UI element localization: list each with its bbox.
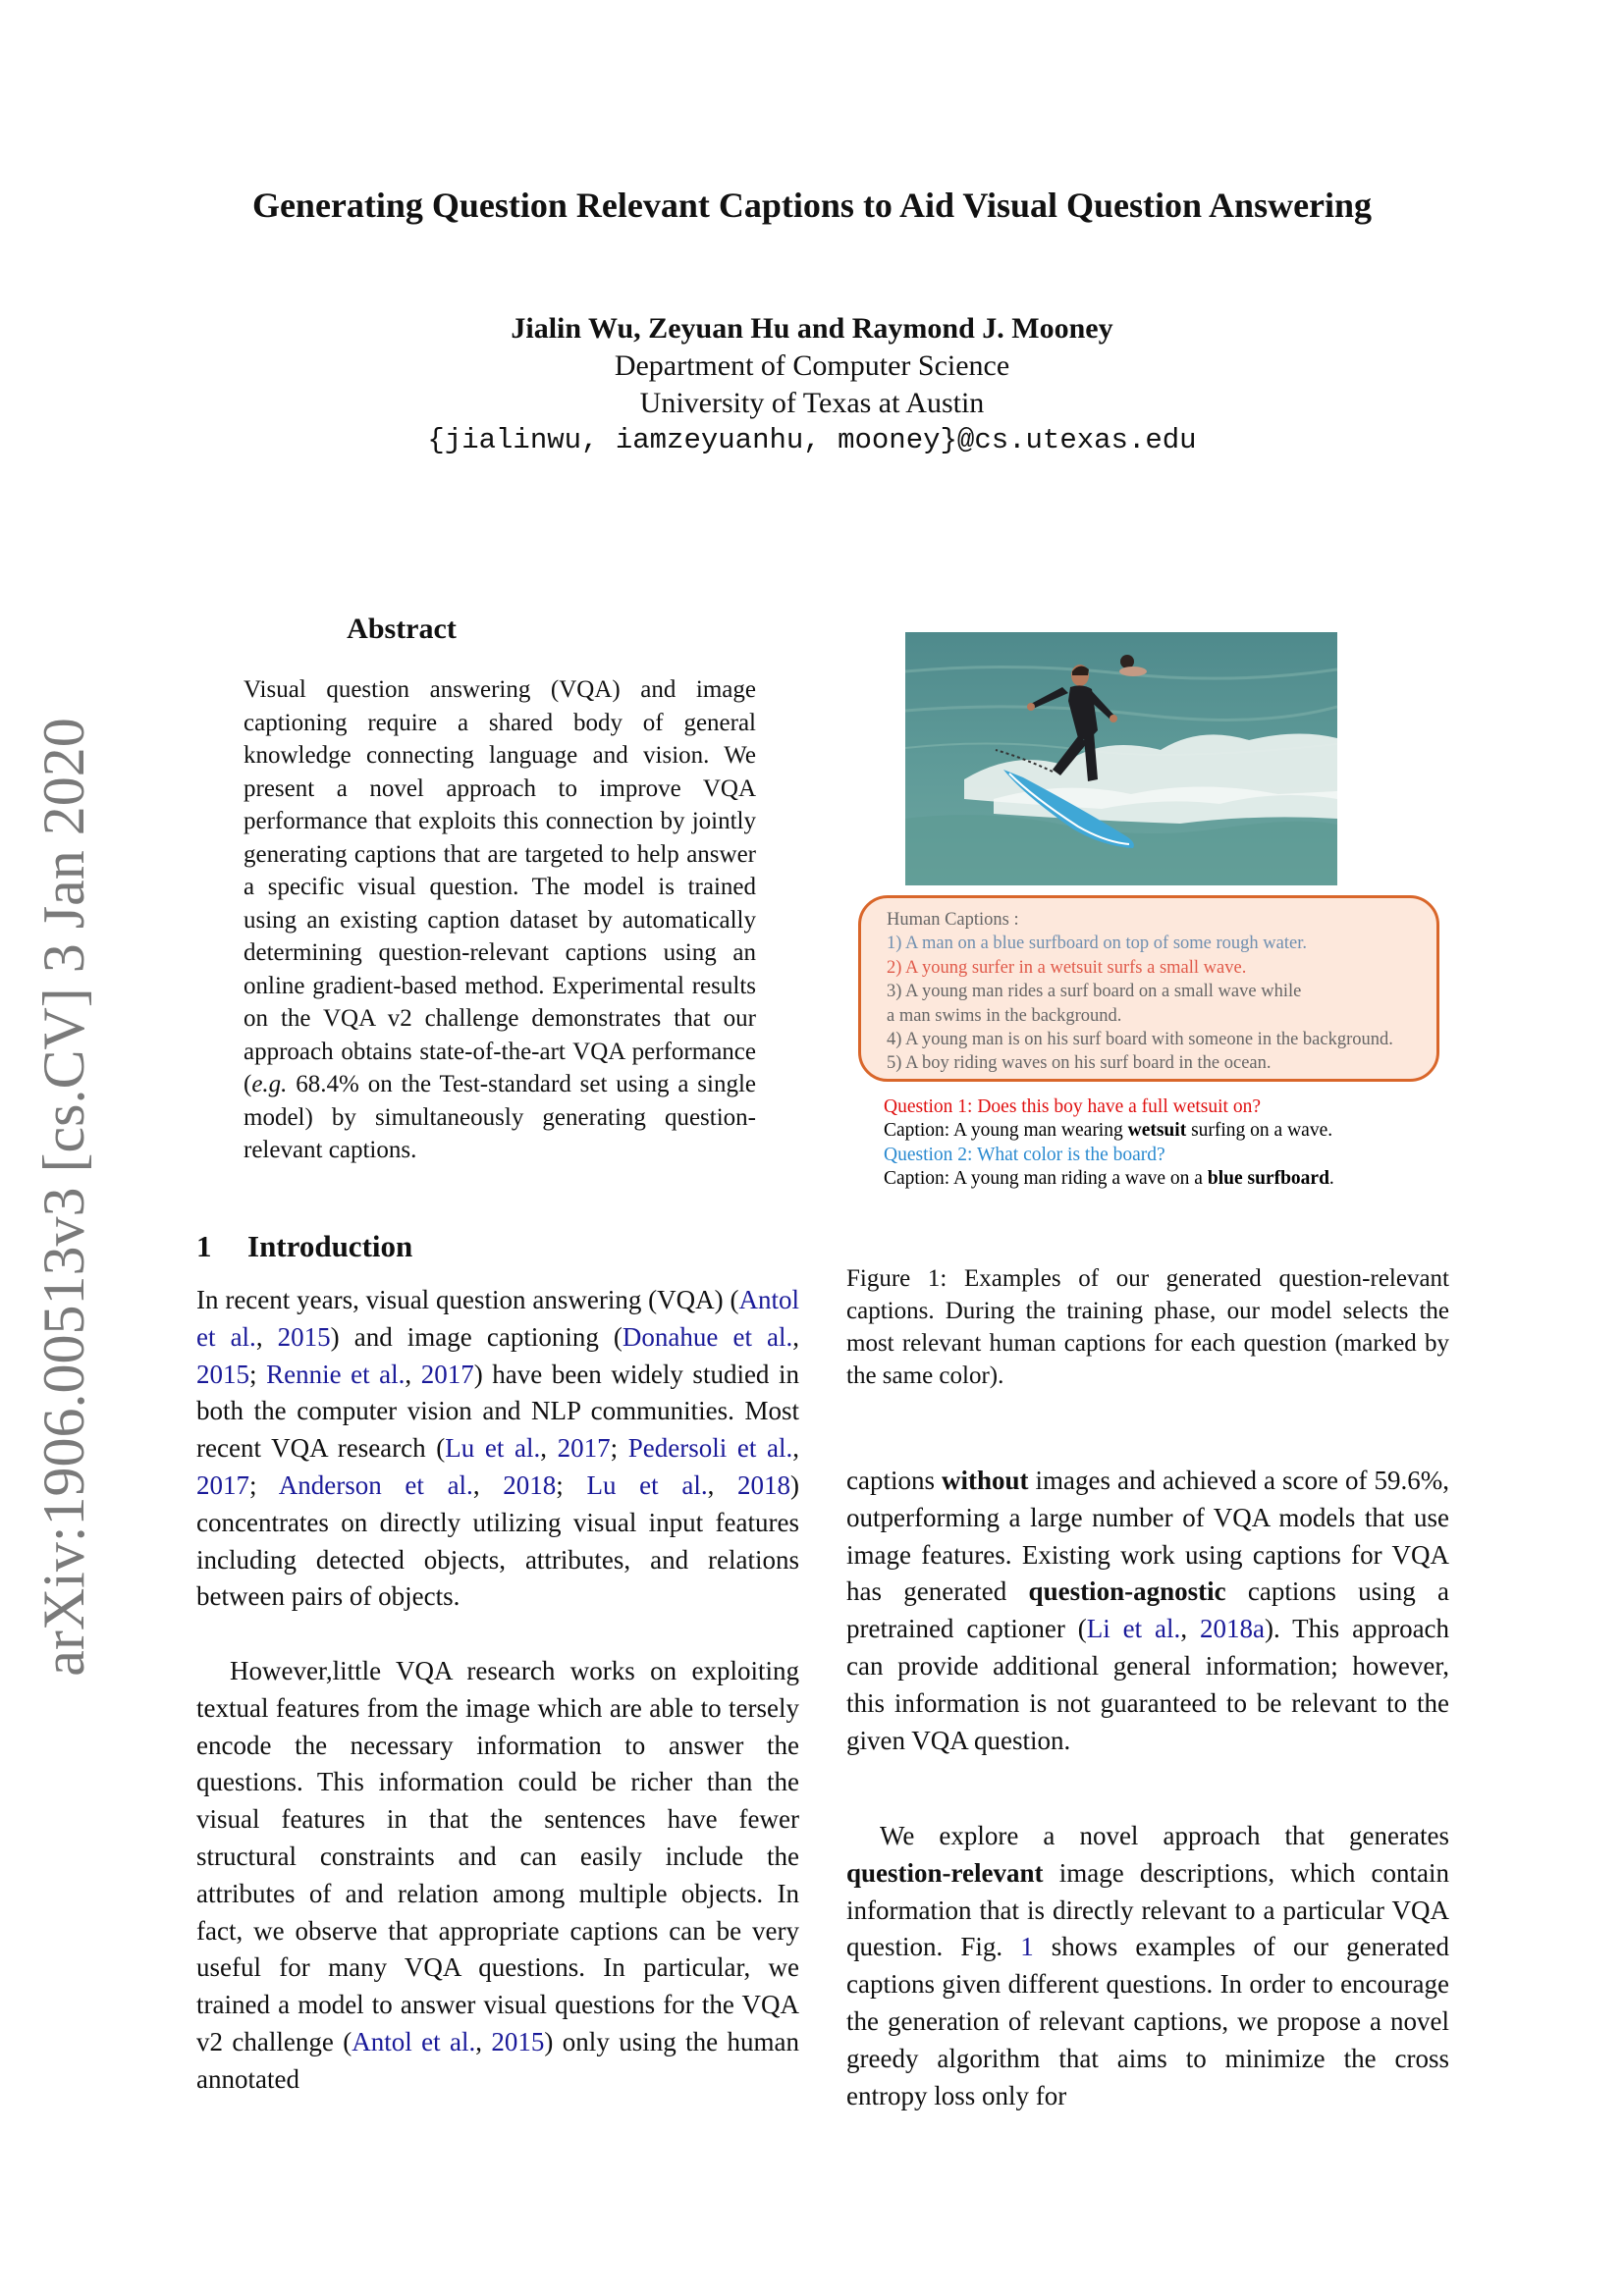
citation-link[interactable]: Donahue et al. (622, 1321, 793, 1352)
citation-link[interactable]: 2017 (196, 1469, 249, 1500)
intro-paragraph-4 (846, 1818, 1449, 2114)
intro-paragraph-3 (846, 1463, 1449, 1759)
caption-label: Caption: (884, 1120, 950, 1142)
text-run: , (475, 2026, 492, 2056)
text-run: , (792, 1321, 800, 1352)
text-run: ) only using the human annotated (196, 2026, 799, 2094)
citation-link[interactable]: Lu et al. (586, 1469, 708, 1500)
citation-link[interactable]: Rennie et al. (266, 1359, 406, 1389)
bold-term: without (942, 1466, 1029, 1495)
human-caption-4: 4) A young man is on his surf board with someone in the background. (887, 1030, 1393, 1050)
citation-link[interactable]: Antol et al. (196, 1285, 799, 1352)
authors: Jialin Wu, Zeyuan Hu and Raymond J. Mooney (511, 312, 1113, 345)
citation-link[interactable]: 2015 (196, 1359, 249, 1389)
text-run: image descriptions, which contain information that is directly relevant to a particular VQA question. Fig. (846, 1857, 1449, 1962)
human-captions-title: Human Captions : (887, 910, 1019, 930)
text-run: captions (846, 1466, 942, 1495)
bold-term: question-agnostic (1028, 1576, 1226, 1607)
abstract-text (244, 673, 756, 1167)
arxiv-stamp (29, 717, 98, 1677)
citation-link[interactable]: 2018a (1200, 1614, 1265, 1644)
text-run: ; (249, 1469, 279, 1500)
citation-link[interactable]: Antol et al. (352, 2026, 476, 2056)
section-title: Introduction (247, 1229, 413, 1263)
text-run: images and achieved a score of 59.6%, outperforming a large number of VQA models that use image features. Existing work using captions for VQA has generated (846, 1466, 1449, 1607)
text-run: , (707, 1469, 738, 1500)
text-run: A young man wearing (949, 1120, 1128, 1142)
bold-term: question-relevant (846, 1857, 1044, 1888)
text-run: A young man riding a wave on a (949, 1168, 1208, 1190)
citation-link[interactable]: Lu et al. (445, 1433, 541, 1464)
text-run: , (540, 1433, 558, 1464)
intro-paragraph-2 (196, 1653, 799, 2099)
human-caption-2: 2) A young surfer in a wetsuit surfs a small wave. (887, 957, 1247, 978)
human-caption-3: 3) A young man rides a surf board on a small wave while (887, 982, 1302, 1002)
citation-link[interactable]: 2017 (557, 1433, 611, 1464)
section-heading-introduction (196, 1229, 412, 1264)
figure-reference-link[interactable]: 1 (1020, 1932, 1034, 1962)
affiliation-university: University of Texas at Austin (639, 387, 985, 419)
text-run: , (792, 1433, 799, 1464)
text-run: ; (556, 1469, 587, 1500)
figure-photo-surfer (905, 632, 1337, 885)
intro-paragraph-1 (196, 1282, 799, 1616)
citation-link[interactable]: 2018 (737, 1469, 791, 1500)
text-run: However,little VQA research works on exploiting textual features from the image which are able to tersely encode the necessary information to answer the questions. This information could be richer than the visual features in that the sentences have fewer structural constraints and can easily include the attributes of and relation among multiple objects. In fact, we observe that appropriate captions can be very useful for many VQA questions. In particular, we trained a model to answer visual questions for the VQA v2 challenge ( (196, 1656, 799, 2056)
caption-label: Caption: (884, 1168, 950, 1190)
text-run: shows examples of our generated captions given different questions. In order to encourage the generation of relevant captions, we propose a novel greedy algorithm that aims to minimize the cross entropy loss only for (846, 1932, 1449, 2110)
arxiv-stamp-text: arXiv:1906.00513v3 [cs.CV] 3 Jan 2020 (30, 717, 96, 1677)
bold-term: blue surfboard (1207, 1168, 1329, 1190)
text-run: We explore a novel approach that generates (880, 1821, 1449, 1850)
abstract-heading: Abstract (347, 613, 457, 645)
question-2: Question 2: What color is the board? (884, 1144, 1165, 1165)
affiliation-department: Department of Computer Science (614, 349, 1010, 382)
citation-link[interactable]: Anderson et al. (278, 1469, 473, 1500)
text-run: ) have been widely studied in both the computer vision and NLP communities. Most recent VQA research ( (196, 1359, 799, 1464)
citation-link[interactable]: 2015 (277, 1321, 331, 1352)
text-run: ). This approach can provide additional general information; however, this information is not guaranteed to be relevant to the given VQA question. (846, 1614, 1450, 1755)
abstract-text-part-1: Visual question answering (VQA) and image captioning require a shared body of general knowledge connecting language and vision. We present a novel approach to improve VQA performance that exploits this connection by jointly generating captions that are targeted to help answer a specific visual question. The model is trained using an existing caption dataset by automatically determining question-relevant captions using an online gradient-based method. Experimental results on the VQA v2 challenge demonstrates that our approach obtains state-of-the-art VQA performance ( (244, 676, 756, 1097)
question-1: Question 1: Does this boy have a full wetsuit on? (884, 1096, 1261, 1117)
text-run: captions using a pretrained captioner ( (846, 1576, 1449, 1644)
figure-1-caption: Figure 1: Examples of our generated question-relevant captions. During the training phase, our model selects the most relevant human captions for each question (marked by the same color). (846, 1265, 1449, 1389)
section-number: 1 (196, 1229, 212, 1263)
text-run: ) and image captioning ( (330, 1321, 623, 1352)
text-run: , (255, 1321, 278, 1352)
generated-caption-1 (884, 1119, 1453, 1143)
author-emails: {jialinwu, iamzeyuanhu, mooney}@cs.utexas.edu (427, 424, 1197, 456)
text-run: , (472, 1469, 504, 1500)
citation-link[interactable]: 2017 (420, 1359, 474, 1389)
text-run: ) concentrates on directly utilizing visual input features including detected objects, attributes, and relations between pairs of objects. (196, 1469, 800, 1612)
bold-term: wetsuit (1127, 1120, 1187, 1142)
citation-link[interactable]: Pedersoli et al. (627, 1433, 793, 1464)
paper-title: Generating Question Relevant Captions to Aid Visual Question Answering (251, 186, 1373, 225)
swimmer-head (1120, 655, 1134, 668)
text-run: In recent years, visual question answering (VQA) ( (196, 1285, 739, 1314)
citation-link[interactable]: Li et al. (1086, 1614, 1181, 1644)
text-run: ; (249, 1359, 267, 1389)
surfer-illustration (905, 632, 1337, 885)
text-run: , (1180, 1614, 1200, 1644)
text-run: . (1328, 1168, 1334, 1190)
citation-link[interactable]: 2018 (503, 1469, 557, 1500)
text-run: surfing on a wave. (1186, 1120, 1333, 1142)
human-captions-box (858, 895, 1439, 1082)
generated-caption-2 (884, 1167, 1453, 1191)
human-caption-5: 5) A boy riding waves on his surf board in the ocean. (887, 1053, 1272, 1074)
citation-link[interactable]: 2015 (491, 2026, 545, 2056)
text-run: , (405, 1359, 421, 1389)
text-run: ; (610, 1433, 628, 1464)
human-caption-3-continued: a man swims in the background. (887, 1005, 1122, 1026)
generated-captions-block (884, 1095, 1453, 1192)
abstract-eg: e.g. (251, 1071, 288, 1097)
abstract-text-part-2: 68.4% on the Test-standard set using a single model) by simultaneously generating question-relevant captions. (244, 1071, 756, 1163)
human-caption-1: 1) A man on a blue surfboard on top of some rough water. (887, 934, 1307, 954)
